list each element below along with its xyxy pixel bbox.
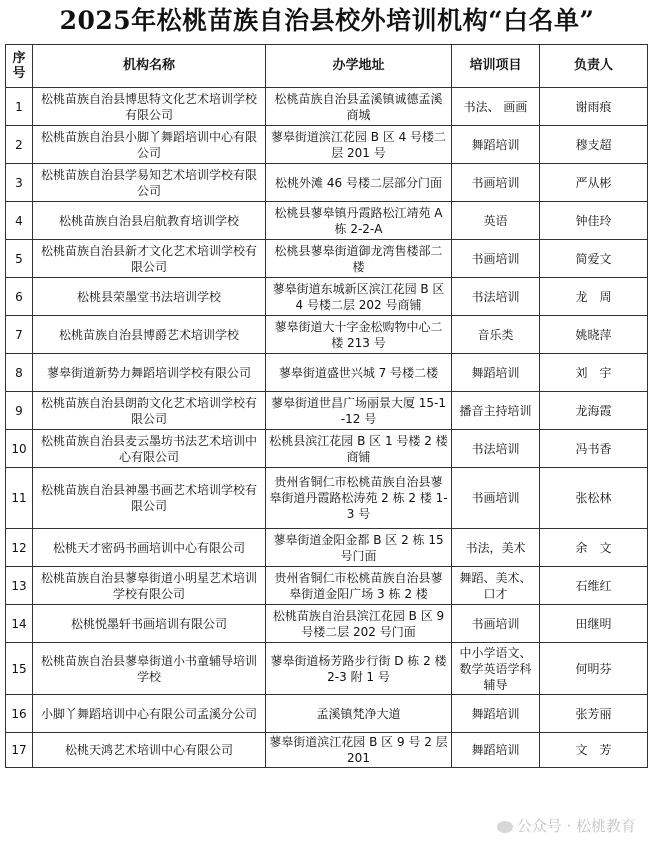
header-seq: 序号 bbox=[6, 45, 33, 88]
cell-person: 龙海霞 bbox=[540, 392, 648, 430]
cell-seq: 15 bbox=[6, 643, 33, 695]
cell-person: 余 文 bbox=[540, 529, 648, 567]
cell-address: 松桃县蓼皋街道御龙湾售楼部二楼 bbox=[266, 240, 452, 278]
cell-address: 贵州省铜仁市松桃苗族自治县蓼皋街道丹霞路松涛苑 2 栋 2 楼 1-3 号 bbox=[266, 468, 452, 529]
cell-name: 松桃苗族自治县蓼皋街道小书童辅导培训学校 bbox=[33, 643, 266, 695]
cell-name: 松桃天鸿艺术培训中心有限公司 bbox=[33, 733, 266, 768]
table-row bbox=[6, 567, 648, 605]
cell-address: 蓼皋街道东城新区滨江花园 B 区 4 号楼二层 202 号商铺 bbox=[266, 278, 452, 316]
cell-address: 蓼皋街道世昌广场丽景大厦 15-1-12 号 bbox=[266, 392, 452, 430]
cell-program: 书画培训 bbox=[452, 240, 540, 278]
cell-program: 中小学语文、数学英语学科辅导 bbox=[452, 643, 540, 695]
cell-name: 松桃苗族自治县朗韵文化艺术培训学校有限公司 bbox=[33, 392, 266, 430]
cell-address: 蓼皋街道滨江花园 B 区 4 号楼二层 201 号 bbox=[266, 126, 452, 164]
cell-program: 英语 bbox=[452, 202, 540, 240]
table-row bbox=[6, 126, 648, 164]
table-row bbox=[6, 316, 648, 354]
cell-seq: 1 bbox=[6, 88, 33, 126]
cell-address: 松桃苗族自治县孟溪镇诚德孟溪商城 bbox=[266, 88, 452, 126]
header-program: 培训项目 bbox=[452, 45, 540, 88]
cell-address: 松桃县蓼皋镇丹霞路松江靖苑 A 栋 2-2-A bbox=[266, 202, 452, 240]
cell-person: 简爱文 bbox=[540, 240, 648, 278]
table-row bbox=[6, 278, 648, 316]
cell-name: 松桃苗族自治县麦云墨坊书法艺术培训中心有限公司 bbox=[33, 430, 266, 468]
cell-name: 松桃苗族自治县博思特文化艺术培训学校有限公司 bbox=[33, 88, 266, 126]
cell-seq: 13 bbox=[6, 567, 33, 605]
cell-name: 松桃苗族自治县新才文化艺术培训学校有限公司 bbox=[33, 240, 266, 278]
cell-seq: 4 bbox=[6, 202, 33, 240]
cell-person: 张松林 bbox=[540, 468, 648, 529]
header-name: 机构名称 bbox=[33, 45, 266, 88]
cell-person: 何明芬 bbox=[540, 643, 648, 695]
cell-seq: 16 bbox=[6, 695, 33, 733]
cell-name: 松桃苗族自治县博爵艺术培训学校 bbox=[33, 316, 266, 354]
cell-seq: 12 bbox=[6, 529, 33, 567]
table-row bbox=[6, 733, 648, 768]
cell-name: 松桃苗族自治县启航教育培训学校 bbox=[33, 202, 266, 240]
table-row bbox=[6, 354, 648, 392]
table-row bbox=[6, 392, 648, 430]
cell-address: 蓼皋街道金阳金都 B 区 2 栋 15 号门面 bbox=[266, 529, 452, 567]
cell-program: 舞蹈培训 bbox=[452, 733, 540, 768]
cell-address: 蓼皋街道滨江花园 B 区 9 号 2 层 201 bbox=[266, 733, 452, 768]
cell-seq: 14 bbox=[6, 605, 33, 643]
cell-person: 文 芳 bbox=[540, 733, 648, 768]
cell-program: 书法培训 bbox=[452, 278, 540, 316]
cell-person: 田继明 bbox=[540, 605, 648, 643]
cell-person: 严从彬 bbox=[540, 164, 648, 202]
table-row bbox=[6, 430, 648, 468]
cell-person: 张芳丽 bbox=[540, 695, 648, 733]
cell-name: 松桃县荣墨堂书法培训学校 bbox=[33, 278, 266, 316]
cell-program: 播音主持培训 bbox=[452, 392, 540, 430]
cell-program: 舞蹈培训 bbox=[452, 695, 540, 733]
cell-person: 龙 周 bbox=[540, 278, 648, 316]
cell-name: 松桃苗族自治县学易知艺术培训学校有限公司 bbox=[33, 164, 266, 202]
cell-program: 舞蹈培训 bbox=[452, 126, 540, 164]
header-person: 负责人 bbox=[540, 45, 648, 88]
cell-address: 蓼皋街道盛世兴城 7 号楼二楼 bbox=[266, 354, 452, 392]
cell-address: 贵州省铜仁市松桃苗族自治县蓼皋街道金阳广场 3 栋 2 楼 bbox=[266, 567, 452, 605]
cell-seq: 17 bbox=[6, 733, 33, 768]
table-row bbox=[6, 695, 648, 733]
cell-seq: 11 bbox=[6, 468, 33, 529]
cell-name: 松桃悦墨轩书画培训有限公司 bbox=[33, 605, 266, 643]
cell-name: 松桃苗族自治县小脚丫舞蹈培训中心有限公司 bbox=[33, 126, 266, 164]
cell-address: 松桃县滨江花园 B 区 1 号楼 2 楼商铺 bbox=[266, 430, 452, 468]
cell-person: 姚晓萍 bbox=[540, 316, 648, 354]
cell-program: 书法、 画画 bbox=[452, 88, 540, 126]
whitelist-table bbox=[5, 44, 648, 768]
watermark bbox=[497, 815, 636, 836]
table-row bbox=[6, 202, 648, 240]
cell-seq: 2 bbox=[6, 126, 33, 164]
cell-seq: 3 bbox=[6, 164, 33, 202]
cell-program: 舞蹈培训 bbox=[452, 354, 540, 392]
cell-seq: 7 bbox=[6, 316, 33, 354]
cell-person: 石维红 bbox=[540, 567, 648, 605]
cell-person: 穆支超 bbox=[540, 126, 648, 164]
cell-person: 刘 宇 bbox=[540, 354, 648, 392]
page-title: 2025年松桃苗族自治县校外培训机构“白名单” bbox=[59, 6, 595, 35]
table-row bbox=[6, 164, 648, 202]
table-row bbox=[6, 88, 648, 126]
cell-program: 音乐类 bbox=[452, 316, 540, 354]
cell-name: 松桃天才密码书画培训中心有限公司 bbox=[33, 529, 266, 567]
cell-name: 松桃苗族自治县蓼皋街道小明星艺术培训学校有限公司 bbox=[33, 567, 266, 605]
table-row bbox=[6, 240, 648, 278]
cell-program: 书画培训 bbox=[452, 164, 540, 202]
cell-seq: 10 bbox=[6, 430, 33, 468]
cell-person: 谢雨痕 bbox=[540, 88, 648, 126]
table-row bbox=[6, 529, 648, 567]
cell-seq: 9 bbox=[6, 392, 33, 430]
cell-name: 蓼皋街道新势力舞蹈培训学校有限公司 bbox=[33, 354, 266, 392]
cell-name: 小脚丫舞蹈培训中心有限公司孟溪分公司 bbox=[33, 695, 266, 733]
cell-address: 孟溪镇梵净大道 bbox=[266, 695, 452, 733]
watermark-text: 公众号 · 松桃教育 bbox=[516, 817, 636, 835]
cell-program: 书法，美术 bbox=[452, 529, 540, 567]
cell-program: 书画培训 bbox=[452, 605, 540, 643]
cell-seq: 8 bbox=[6, 354, 33, 392]
cell-program: 舞蹈、美术、口才 bbox=[452, 567, 540, 605]
cell-address: 蓼皋街道大十字金松购物中心二楼 213 号 bbox=[266, 316, 452, 354]
cell-address: 松桃外滩 46 号楼二层部分门面 bbox=[266, 164, 452, 202]
cell-person: 钟佳玲 bbox=[540, 202, 648, 240]
table-row bbox=[6, 643, 648, 695]
cell-address: 蓼皋街道杨芳路步行街 D 栋 2 楼 2-3 附 1 号 bbox=[266, 643, 452, 695]
table-row bbox=[6, 605, 648, 643]
cell-seq: 6 bbox=[6, 278, 33, 316]
cell-address: 松桃苗族自治县滨江花园 B 区 9 号楼二层 202 号门面 bbox=[266, 605, 452, 643]
cell-name: 松桃苗族自治县神墨书画艺术培训学校有限公司 bbox=[33, 468, 266, 529]
cell-program: 书法培训 bbox=[452, 430, 540, 468]
cell-program: 书画培训 bbox=[452, 468, 540, 529]
wechat-icon bbox=[497, 821, 513, 833]
cell-person: 冯书香 bbox=[540, 430, 648, 468]
cell-seq: 5 bbox=[6, 240, 33, 278]
header-address: 办学地址 bbox=[266, 45, 452, 88]
table-row bbox=[6, 468, 648, 529]
table-header-row bbox=[6, 45, 648, 88]
